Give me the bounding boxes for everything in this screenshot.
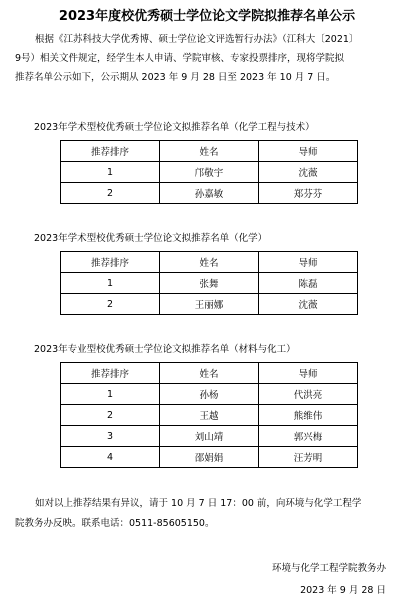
table-row [61, 384, 358, 405]
cell-name: 王越 [160, 405, 259, 426]
table-row [61, 294, 358, 315]
intro-line-2: 9号）相关文件规定，经学生本人申请、学院审核、专家投票排序，现将学院拟 [15, 53, 345, 64]
intro-line-1: 根据《江苏科技大学优秀博、硕士学位论文评选暂行办法》（江科大〔2021〕 [35, 34, 359, 45]
notice-title: 2023年度校优秀硕士学位论文学院拟推荐名单公示 [58, 9, 356, 24]
closing-line-2: 院教务办反映。联系电话：0511-85605150。 [15, 518, 215, 529]
cell-advisor: 汪芳明 [259, 447, 358, 468]
cell-advisor: 陈磊 [259, 273, 358, 294]
header-advisor: 导师 [259, 141, 358, 162]
cell-rank: 2 [61, 294, 160, 315]
header-name: 姓名 [160, 141, 259, 162]
nominee-table-chemistry [60, 251, 358, 315]
cell-rank: 2 [61, 183, 160, 204]
cell-name: 刘山靖 [160, 426, 259, 447]
table-row [61, 426, 358, 447]
signature-org: 环境与化学工程学院教务办 [271, 563, 386, 574]
table-row [61, 273, 358, 294]
cell-advisor: 代洪亮 [259, 384, 358, 405]
section-heading-materials: 2023年专业型校优秀硕士学位论文拟推荐名单（材料与化工） [34, 344, 296, 355]
cell-rank: 1 [61, 384, 160, 405]
cell-name: 孙杨 [160, 384, 259, 405]
cell-advisor: 熊维伟 [259, 405, 358, 426]
header-advisor: 导师 [259, 363, 358, 384]
table-row [61, 162, 358, 183]
table-header-row [61, 363, 358, 384]
cell-rank: 4 [61, 447, 160, 468]
table-header-row [61, 141, 358, 162]
signature-date: 2023 年 9 月 28 日 [300, 585, 386, 596]
cell-rank: 3 [61, 426, 160, 447]
table-row [61, 405, 358, 426]
table-row [61, 447, 358, 468]
closing-line-1: 如对以上推荐结果有异议，请于 10 月 7 日 17：00 前，向环境与化学工程学 [35, 498, 362, 509]
table-row [61, 183, 358, 204]
header-rank: 推荐排序 [61, 141, 160, 162]
cell-name: 张舞 [160, 273, 259, 294]
section-heading-chemical-engineering: 2023年学术型校优秀硕士学位论文拟推荐名单（化学工程与技术） [34, 122, 315, 133]
cell-name: 邵娟娟 [160, 447, 259, 468]
cell-name: 王丽娜 [160, 294, 259, 315]
section-heading-chemistry: 2023年学术型校优秀硕士学位论文拟推荐名单（化学） [34, 233, 268, 244]
cell-rank: 1 [61, 162, 160, 183]
cell-advisor: 郭兴梅 [259, 426, 358, 447]
intro-line-3: 推荐名单公示如下，公示期从 2023 年 9 月 28 日至 2023 年 10 月 7 日。 [15, 72, 336, 83]
cell-advisor: 沈薇 [259, 162, 358, 183]
header-name: 姓名 [160, 363, 259, 384]
nominee-table-materials [60, 362, 358, 468]
nominee-table-chemical-engineering [60, 140, 358, 204]
cell-rank: 1 [61, 273, 160, 294]
cell-rank: 2 [61, 405, 160, 426]
header-name: 姓名 [160, 252, 259, 273]
header-rank: 推荐排序 [61, 363, 160, 384]
cell-name: 邝敬宇 [160, 162, 259, 183]
cell-advisor: 郑芬芬 [259, 183, 358, 204]
cell-name: 孙嘉敏 [160, 183, 259, 204]
cell-advisor: 沈薇 [259, 294, 358, 315]
header-advisor: 导师 [259, 252, 358, 273]
header-rank: 推荐排序 [61, 252, 160, 273]
table-header-row [61, 252, 358, 273]
